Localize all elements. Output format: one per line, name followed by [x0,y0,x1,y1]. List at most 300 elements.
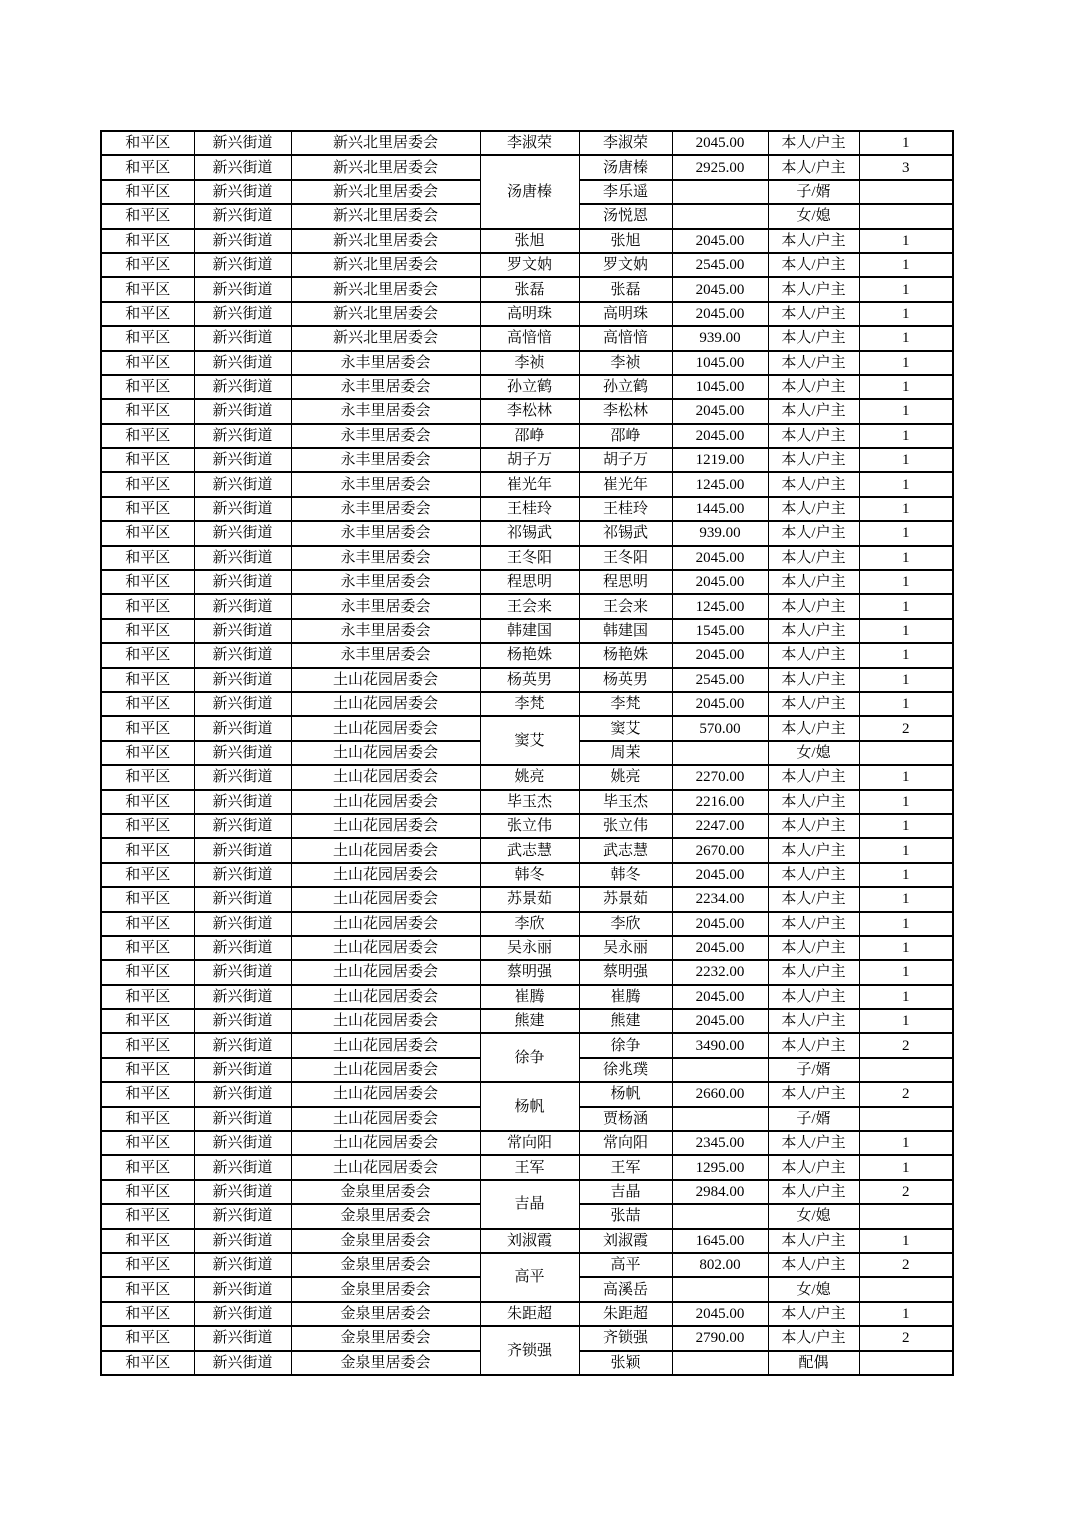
cell-member-name: 高愔愔 [579,326,672,350]
cell-amount: 2045.00 [672,863,768,887]
cell-street: 新兴街道 [194,1155,291,1179]
cell-street: 新兴街道 [194,838,291,862]
table-row [101,1009,953,1033]
cell-district: 和平区 [101,1033,194,1057]
cell-relation: 本人/户主 [768,1033,859,1057]
cell-member-count: 1 [859,765,953,789]
cell-district: 和平区 [101,399,194,423]
cell-street: 新兴街道 [194,936,291,960]
cell-committee: 新兴北里居委会 [291,302,480,326]
cell-member-count: 1 [859,131,953,155]
cell-member-count: 1 [859,668,953,692]
cell-street: 新兴街道 [194,399,291,423]
cell-household-head: 王会来 [480,594,579,618]
cell-member-name: 贾杨涵 [579,1107,672,1131]
cell-street: 新兴街道 [194,326,291,350]
cell-amount: 2045.00 [672,302,768,326]
cell-household-head: 杨帆 [480,1082,579,1131]
cell-relation: 本人/户主 [768,1131,859,1155]
cell-committee: 新兴北里居委会 [291,229,480,253]
cell-relation: 本人/户主 [768,912,859,936]
cell-street: 新兴街道 [194,1033,291,1057]
cell-member-name: 张立伟 [579,814,672,838]
table-row [101,375,953,399]
cell-relation: 本人/户主 [768,1302,859,1326]
cell-relation: 本人/户主 [768,668,859,692]
cell-member-name: 祁锡武 [579,521,672,545]
cell-member-name: 程思明 [579,570,672,594]
cell-relation: 本人/户主 [768,936,859,960]
cell-street: 新兴街道 [194,1180,291,1204]
cell-district: 和平区 [101,912,194,936]
cell-committee: 金泉里居委会 [291,1253,480,1277]
cell-street: 新兴街道 [194,1131,291,1155]
cell-relation: 子/婿 [768,1107,859,1131]
table-row [101,936,953,960]
cell-member-name: 王会来 [579,594,672,618]
cell-relation: 本人/户主 [768,521,859,545]
cell-relation: 本人/户主 [768,1229,859,1253]
cell-street: 新兴街道 [194,424,291,448]
cell-committee: 新兴北里居委会 [291,277,480,301]
cell-committee: 永丰里居委会 [291,643,480,667]
cell-member-count: 1 [859,351,953,375]
cell-household-head: 熊建 [480,1009,579,1033]
cell-street: 新兴街道 [194,1107,291,1131]
cell-committee: 新兴北里居委会 [291,155,480,179]
cell-district: 和平区 [101,1082,194,1106]
cell-committee: 土山花园居委会 [291,1131,480,1155]
table-row [101,1326,953,1350]
cell-district: 和平区 [101,960,194,984]
table-row [101,1033,953,1057]
cell-amount: 2270.00 [672,765,768,789]
cell-household-head: 李梵 [480,692,579,716]
cell-amount [672,1204,768,1228]
cell-member-name: 周茉 [579,741,672,765]
cell-member-count: 1 [859,326,953,350]
cell-member-count [859,1204,953,1228]
cell-household-head: 崔光年 [480,472,579,496]
cell-committee: 金泉里居委会 [291,1326,480,1350]
cell-relation: 本人/户主 [768,448,859,472]
table-row [101,570,953,594]
cell-committee: 土山花园居委会 [291,912,480,936]
cell-relation: 本人/户主 [768,863,859,887]
cell-committee: 土山花园居委会 [291,1082,480,1106]
cell-amount: 570.00 [672,716,768,740]
cell-relation: 本人/户主 [768,424,859,448]
cell-street: 新兴街道 [194,668,291,692]
cell-household-head: 杨艳姝 [480,643,579,667]
cell-relation: 本人/户主 [768,472,859,496]
cell-relation: 本人/户主 [768,765,859,789]
cell-committee: 永丰里居委会 [291,448,480,472]
cell-amount: 2545.00 [672,668,768,692]
cell-amount: 2216.00 [672,790,768,814]
cell-relation: 本人/户主 [768,497,859,521]
cell-relation: 本人/户主 [768,643,859,667]
table-row [101,960,953,984]
cell-street: 新兴街道 [194,692,291,716]
cell-household-head: 高明珠 [480,302,579,326]
cell-committee: 永丰里居委会 [291,424,480,448]
cell-amount [672,204,768,228]
cell-district: 和平区 [101,375,194,399]
cell-district: 和平区 [101,1131,194,1155]
cell-household-head: 胡子万 [480,448,579,472]
cell-district: 和平区 [101,1155,194,1179]
cell-street: 新兴街道 [194,790,291,814]
cell-member-count: 1 [859,594,953,618]
cell-district: 和平区 [101,570,194,594]
cell-household-head: 姚亮 [480,765,579,789]
cell-member-name: 姚亮 [579,765,672,789]
cell-household-head: 高平 [480,1253,579,1302]
cell-district: 和平区 [101,1351,194,1375]
cell-member-name: 吉晶 [579,1180,672,1204]
cell-district: 和平区 [101,1277,194,1301]
table-row [101,351,953,375]
cell-amount: 1219.00 [672,448,768,472]
cell-committee: 土山花园居委会 [291,1058,480,1082]
cell-relation: 子/婿 [768,1058,859,1082]
cell-household-head: 王桂玲 [480,497,579,521]
table-row [101,546,953,570]
cell-household-head: 孙立鹤 [480,375,579,399]
cell-member-count: 1 [859,1229,953,1253]
cell-district: 和平区 [101,229,194,253]
cell-member-count [859,204,953,228]
cell-district: 和平区 [101,131,194,155]
cell-street: 新兴街道 [194,253,291,277]
cell-member-count: 2 [859,1326,953,1350]
cell-street: 新兴街道 [194,521,291,545]
table-row [101,131,953,155]
cell-member-count: 1 [859,960,953,984]
cell-street: 新兴街道 [194,204,291,228]
table-row [101,1302,953,1326]
cell-member-count [859,1277,953,1301]
table-row [101,326,953,350]
cell-member-name: 毕玉杰 [579,790,672,814]
table-row [101,887,953,911]
cell-district: 和平区 [101,277,194,301]
cell-member-name: 罗文妠 [579,253,672,277]
cell-amount: 2925.00 [672,155,768,179]
cell-committee: 土山花园居委会 [291,765,480,789]
cell-member-name: 汤唐榛 [579,155,672,179]
cell-household-head: 王军 [480,1155,579,1179]
cell-household-head: 吉晶 [480,1180,579,1229]
cell-household-head: 高愔愔 [480,326,579,350]
cell-member-name: 张喆 [579,1204,672,1228]
table-row [101,912,953,936]
cell-committee: 金泉里居委会 [291,1302,480,1326]
cell-amount: 3490.00 [672,1033,768,1057]
cell-member-name: 李欣 [579,912,672,936]
cell-street: 新兴街道 [194,546,291,570]
cell-district: 和平区 [101,1326,194,1350]
cell-member-count: 1 [859,1155,953,1179]
cell-household-head: 苏景茹 [480,887,579,911]
cell-committee: 土山花园居委会 [291,863,480,887]
cell-committee: 新兴北里居委会 [291,131,480,155]
cell-amount: 1045.00 [672,375,768,399]
cell-street: 新兴街道 [194,375,291,399]
cell-member-count: 3 [859,155,953,179]
cell-relation: 本人/户主 [768,619,859,643]
cell-amount: 2247.00 [672,814,768,838]
cell-street: 新兴街道 [194,570,291,594]
cell-district: 和平区 [101,546,194,570]
cell-member-name: 李梵 [579,692,672,716]
cell-amount: 2045.00 [672,399,768,423]
cell-amount: 2660.00 [672,1082,768,1106]
cell-member-count: 1 [859,375,953,399]
cell-member-count: 1 [859,863,953,887]
cell-relation: 本人/户主 [768,277,859,301]
cell-district: 和平区 [101,155,194,179]
cell-amount: 2045.00 [672,692,768,716]
cell-household-head: 汤唐榛 [480,155,579,228]
cell-street: 新兴街道 [194,985,291,1009]
cell-district: 和平区 [101,1253,194,1277]
cell-district: 和平区 [101,351,194,375]
cell-district: 和平区 [101,1302,194,1326]
cell-member-name: 杨帆 [579,1082,672,1106]
cell-committee: 新兴北里居委会 [291,204,480,228]
cell-member-name: 李淑荣 [579,131,672,155]
table-row [101,668,953,692]
cell-relation: 本人/户主 [768,131,859,155]
cell-member-count: 1 [859,253,953,277]
table-row [101,765,953,789]
cell-member-name: 朱距超 [579,1302,672,1326]
cell-member-name: 窦艾 [579,716,672,740]
cell-relation: 女/媳 [768,1277,859,1301]
cell-district: 和平区 [101,1009,194,1033]
cell-member-count: 1 [859,912,953,936]
cell-household-head: 张磊 [480,277,579,301]
cell-amount: 2045.00 [672,546,768,570]
cell-street: 新兴街道 [194,1253,291,1277]
cell-relation: 本人/户主 [768,594,859,618]
cell-committee: 新兴北里居委会 [291,253,480,277]
cell-amount: 2045.00 [672,131,768,155]
cell-member-count: 1 [859,448,953,472]
cell-district: 和平区 [101,765,194,789]
cell-amount: 2045.00 [672,643,768,667]
cell-member-name: 韩建国 [579,619,672,643]
table-row [101,985,953,1009]
cell-committee: 土山花园居委会 [291,692,480,716]
cell-district: 和平区 [101,619,194,643]
cell-district: 和平区 [101,424,194,448]
cell-member-name: 张旭 [579,229,672,253]
cell-household-head: 李淑荣 [480,131,579,155]
cell-district: 和平区 [101,887,194,911]
table-row [101,302,953,326]
cell-amount: 1245.00 [672,594,768,618]
cell-amount: 2545.00 [672,253,768,277]
cell-amount [672,1107,768,1131]
cell-member-count: 1 [859,887,953,911]
cell-relation: 本人/户主 [768,399,859,423]
cell-member-name: 杨艳姝 [579,643,672,667]
cell-member-count: 1 [859,277,953,301]
cell-amount: 2234.00 [672,887,768,911]
cell-member-name: 汤悦恩 [579,204,672,228]
records-table-body [101,131,953,1375]
cell-district: 和平区 [101,1107,194,1131]
cell-member-count: 1 [859,497,953,521]
cell-committee: 金泉里居委会 [291,1180,480,1204]
cell-household-head: 常向阳 [480,1131,579,1155]
cell-street: 新兴街道 [194,1204,291,1228]
table-row [101,1131,953,1155]
cell-household-head: 张旭 [480,229,579,253]
cell-household-head: 毕玉杰 [480,790,579,814]
cell-member-count [859,1351,953,1375]
cell-committee: 永丰里居委会 [291,399,480,423]
cell-member-name: 高平 [579,1253,672,1277]
cell-district: 和平区 [101,1180,194,1204]
cell-district: 和平区 [101,741,194,765]
cell-relation: 本人/户主 [768,1180,859,1204]
cell-street: 新兴街道 [194,1229,291,1253]
table-row [101,277,953,301]
table-row [101,863,953,887]
cell-household-head: 邵峥 [480,424,579,448]
cell-member-name: 李乐遥 [579,180,672,204]
cell-relation: 本人/户主 [768,375,859,399]
cell-district: 和平区 [101,1204,194,1228]
cell-street: 新兴街道 [194,277,291,301]
cell-amount: 2045.00 [672,936,768,960]
cell-committee: 永丰里居委会 [291,497,480,521]
cell-member-count: 1 [859,302,953,326]
cell-district: 和平区 [101,204,194,228]
cell-member-count: 1 [859,1009,953,1033]
cell-amount: 2045.00 [672,1302,768,1326]
cell-amount: 802.00 [672,1253,768,1277]
cell-street: 新兴街道 [194,619,291,643]
cell-member-name: 蔡明强 [579,960,672,984]
cell-district: 和平区 [101,180,194,204]
cell-member-count: 1 [859,692,953,716]
cell-amount: 939.00 [672,521,768,545]
cell-member-count: 1 [859,546,953,570]
cell-member-count: 2 [859,1082,953,1106]
cell-member-count: 1 [859,1302,953,1326]
cell-street: 新兴街道 [194,302,291,326]
cell-committee: 永丰里居委会 [291,472,480,496]
cell-street: 新兴街道 [194,643,291,667]
cell-street: 新兴街道 [194,1082,291,1106]
cell-relation: 女/媳 [768,741,859,765]
cell-household-head: 李松林 [480,399,579,423]
cell-committee: 土山花园居委会 [291,985,480,1009]
cell-street: 新兴街道 [194,1302,291,1326]
cell-street: 新兴街道 [194,716,291,740]
cell-district: 和平区 [101,716,194,740]
cell-member-count: 1 [859,1131,953,1155]
cell-household-head: 吴永丽 [480,936,579,960]
cell-amount: 2670.00 [672,838,768,862]
cell-committee: 土山花园居委会 [291,814,480,838]
cell-amount [672,1351,768,1375]
table-row [101,619,953,643]
cell-committee: 永丰里居委会 [291,619,480,643]
cell-member-name: 邵峥 [579,424,672,448]
cell-street: 新兴街道 [194,1351,291,1375]
cell-amount [672,180,768,204]
cell-amount: 2045.00 [672,570,768,594]
cell-relation: 本人/户主 [768,887,859,911]
cell-relation: 本人/户主 [768,716,859,740]
cell-amount: 2345.00 [672,1131,768,1155]
cell-household-head: 杨英男 [480,668,579,692]
cell-amount: 2045.00 [672,985,768,1009]
cell-household-head: 程思明 [480,570,579,594]
cell-street: 新兴街道 [194,1326,291,1350]
resident-subsidy-table [100,130,954,1376]
table-row [101,497,953,521]
cell-amount: 2045.00 [672,1009,768,1033]
table-row [101,1253,953,1277]
table-row [101,424,953,448]
cell-relation: 本人/户主 [768,838,859,862]
cell-member-name: 张磊 [579,277,672,301]
cell-street: 新兴街道 [194,960,291,984]
cell-member-name: 王军 [579,1155,672,1179]
cell-member-name: 王桂玲 [579,497,672,521]
cell-amount: 2045.00 [672,277,768,301]
table-row [101,472,953,496]
cell-member-name: 徐兆璞 [579,1058,672,1082]
table-row [101,1082,953,1106]
table-row [101,229,953,253]
cell-household-head: 张立伟 [480,814,579,838]
cell-committee: 土山花园居委会 [291,668,480,692]
cell-committee: 金泉里居委会 [291,1351,480,1375]
cell-member-count: 1 [859,619,953,643]
cell-household-head: 祁锡武 [480,521,579,545]
cell-member-name: 熊建 [579,1009,672,1033]
table-row [101,521,953,545]
cell-committee: 土山花园居委会 [291,1107,480,1131]
cell-amount: 1545.00 [672,619,768,643]
cell-committee: 永丰里居委会 [291,351,480,375]
cell-relation: 子/婿 [768,180,859,204]
cell-member-name: 常向阳 [579,1131,672,1155]
cell-street: 新兴街道 [194,448,291,472]
table-row [101,1229,953,1253]
cell-relation: 本人/户主 [768,351,859,375]
cell-member-count: 1 [859,570,953,594]
cell-district: 和平区 [101,692,194,716]
cell-member-name: 张颖 [579,1351,672,1375]
cell-street: 新兴街道 [194,497,291,521]
cell-street: 新兴街道 [194,741,291,765]
cell-member-name: 李祯 [579,351,672,375]
cell-committee: 永丰里居委会 [291,546,480,570]
cell-relation: 女/媳 [768,204,859,228]
table-row [101,253,953,277]
table-row [101,716,953,740]
cell-member-name: 孙立鹤 [579,375,672,399]
